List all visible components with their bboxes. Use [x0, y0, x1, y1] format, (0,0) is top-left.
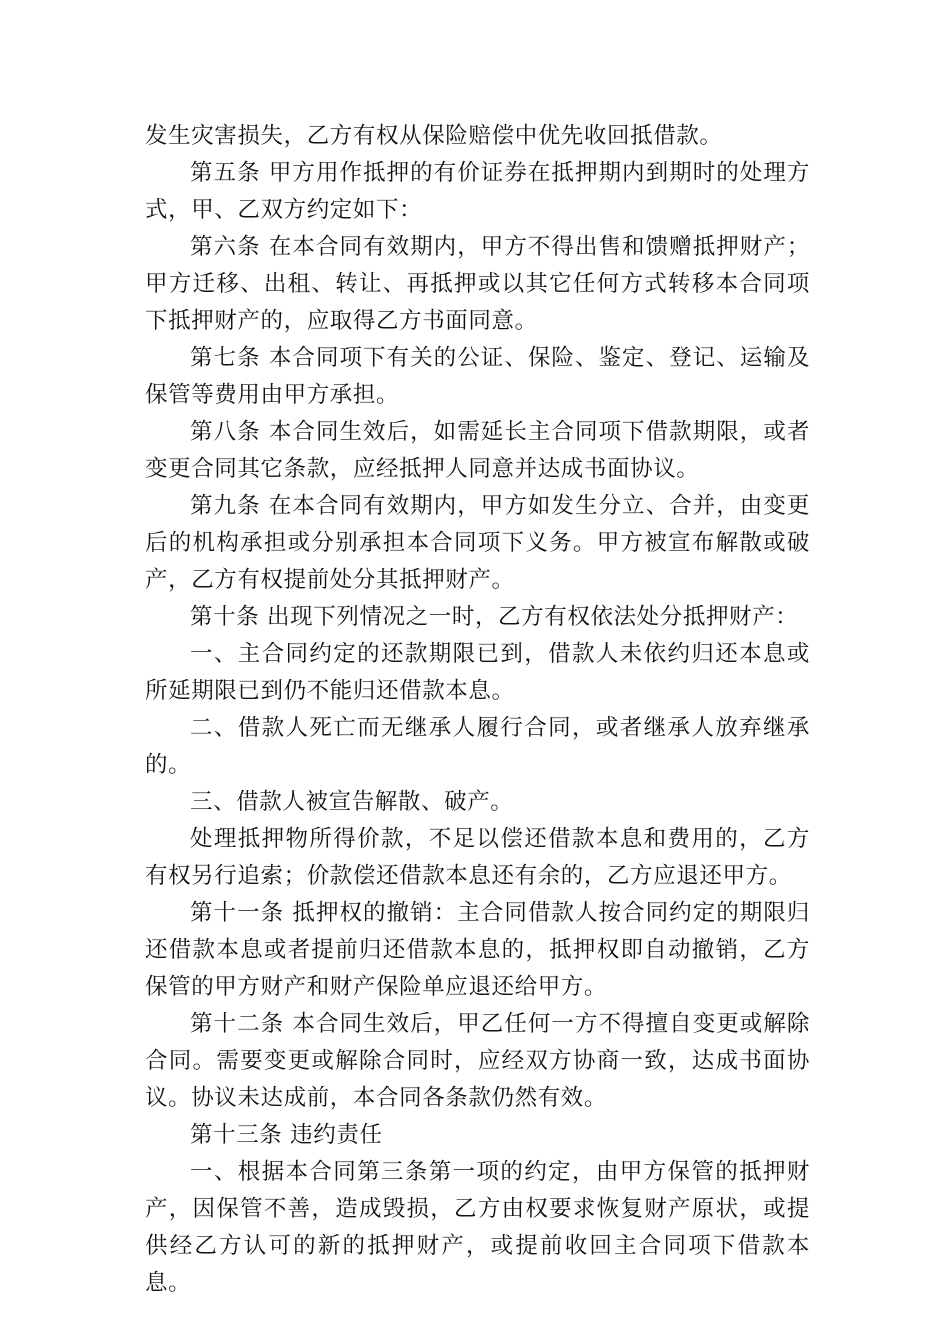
paragraph-article-9: 第九条 在本合同有效期内，甲方如发生分立、合并，由变更后的机构承担或分别承担本合同项下义务。甲方被宣布解散或破产，乙方有权提前处分其抵押财产。: [145, 493, 810, 593]
paragraph-article-12: 第十二条 本合同生效后，甲乙任何一方不得擅自变更或解除合同。需要变更或解除合同时，应经双方协商一致，达成书面协议。协议未达成前，本合同各条款仍然有效。: [145, 1011, 810, 1111]
paragraph-article-10-item-3: 三、借款人被宣告解散、破产。: [190, 789, 514, 815]
paragraph-article-13-heading: 第十三条 违约责任: [190, 1122, 383, 1148]
document-body: [145, 118, 810, 1302]
paragraph-article-10-item-2: 二、借款人死亡而无继承人履行合同，或者继承人放弃继承的。: [145, 715, 810, 778]
paragraph-article-11: 第十一条 抵押权的撤销：主合同借款人按合同约定的期限归还借款本息或者提前归还借款本息的，抵押权即自动撤销，乙方保管的甲方财产和财产保险单应退还给甲方。: [145, 900, 810, 1000]
paragraph-article-6: 第六条 在本合同有效期内，甲方不得出售和馈赠抵押财产；甲方迁移、出租、转让、再抵押或以其它任何方式转移本合同项下抵押财产的，应取得乙方书面同意。: [145, 234, 810, 334]
paragraph-article-10-proceeds: 处理抵押物所得价款，不足以偿还借款本息和费用的，乙方有权另行追索；价款偿还借款本息还有余的，乙方应退还甲方。: [145, 826, 810, 889]
paragraph-article-13-item-1: 一、根据本合同第三条第一项的约定，由甲方保管的抵押财产，因保管不善，造成毁损，乙方由权要求恢复财产原状，或提供经乙方认可的新的抵押财产，或提前收回主合同项下借款本息。: [145, 1159, 810, 1296]
paragraph-article-8: 第八条 本合同生效后，如需延长主合同项下借款期限，或者变更合同其它条款，应经抵押人同意并达成书面协议。: [145, 419, 810, 482]
paragraph-article-10: 第十条 出现下列情况之一时，乙方有权依法处分抵押财产：: [190, 604, 799, 630]
paragraph-article-10-item-1: 一、主合同约定的还款期限已到，借款人未依约归还本息或所延期限已到仍不能归还借款本息。: [145, 641, 810, 704]
paragraph-continuation: 发生灾害损失，乙方有权从保险赔偿中优先收回抵借款。: [145, 123, 723, 149]
paragraph-article-5: 第五条 甲方用作抵押的有价证券在抵押期内到期时的处理方式，甲、乙双方约定如下：: [145, 160, 810, 223]
paragraph-article-7: 第七条 本合同项下有关的公证、保险、鉴定、登记、运输及保管等费用由甲方承担。: [145, 345, 810, 408]
